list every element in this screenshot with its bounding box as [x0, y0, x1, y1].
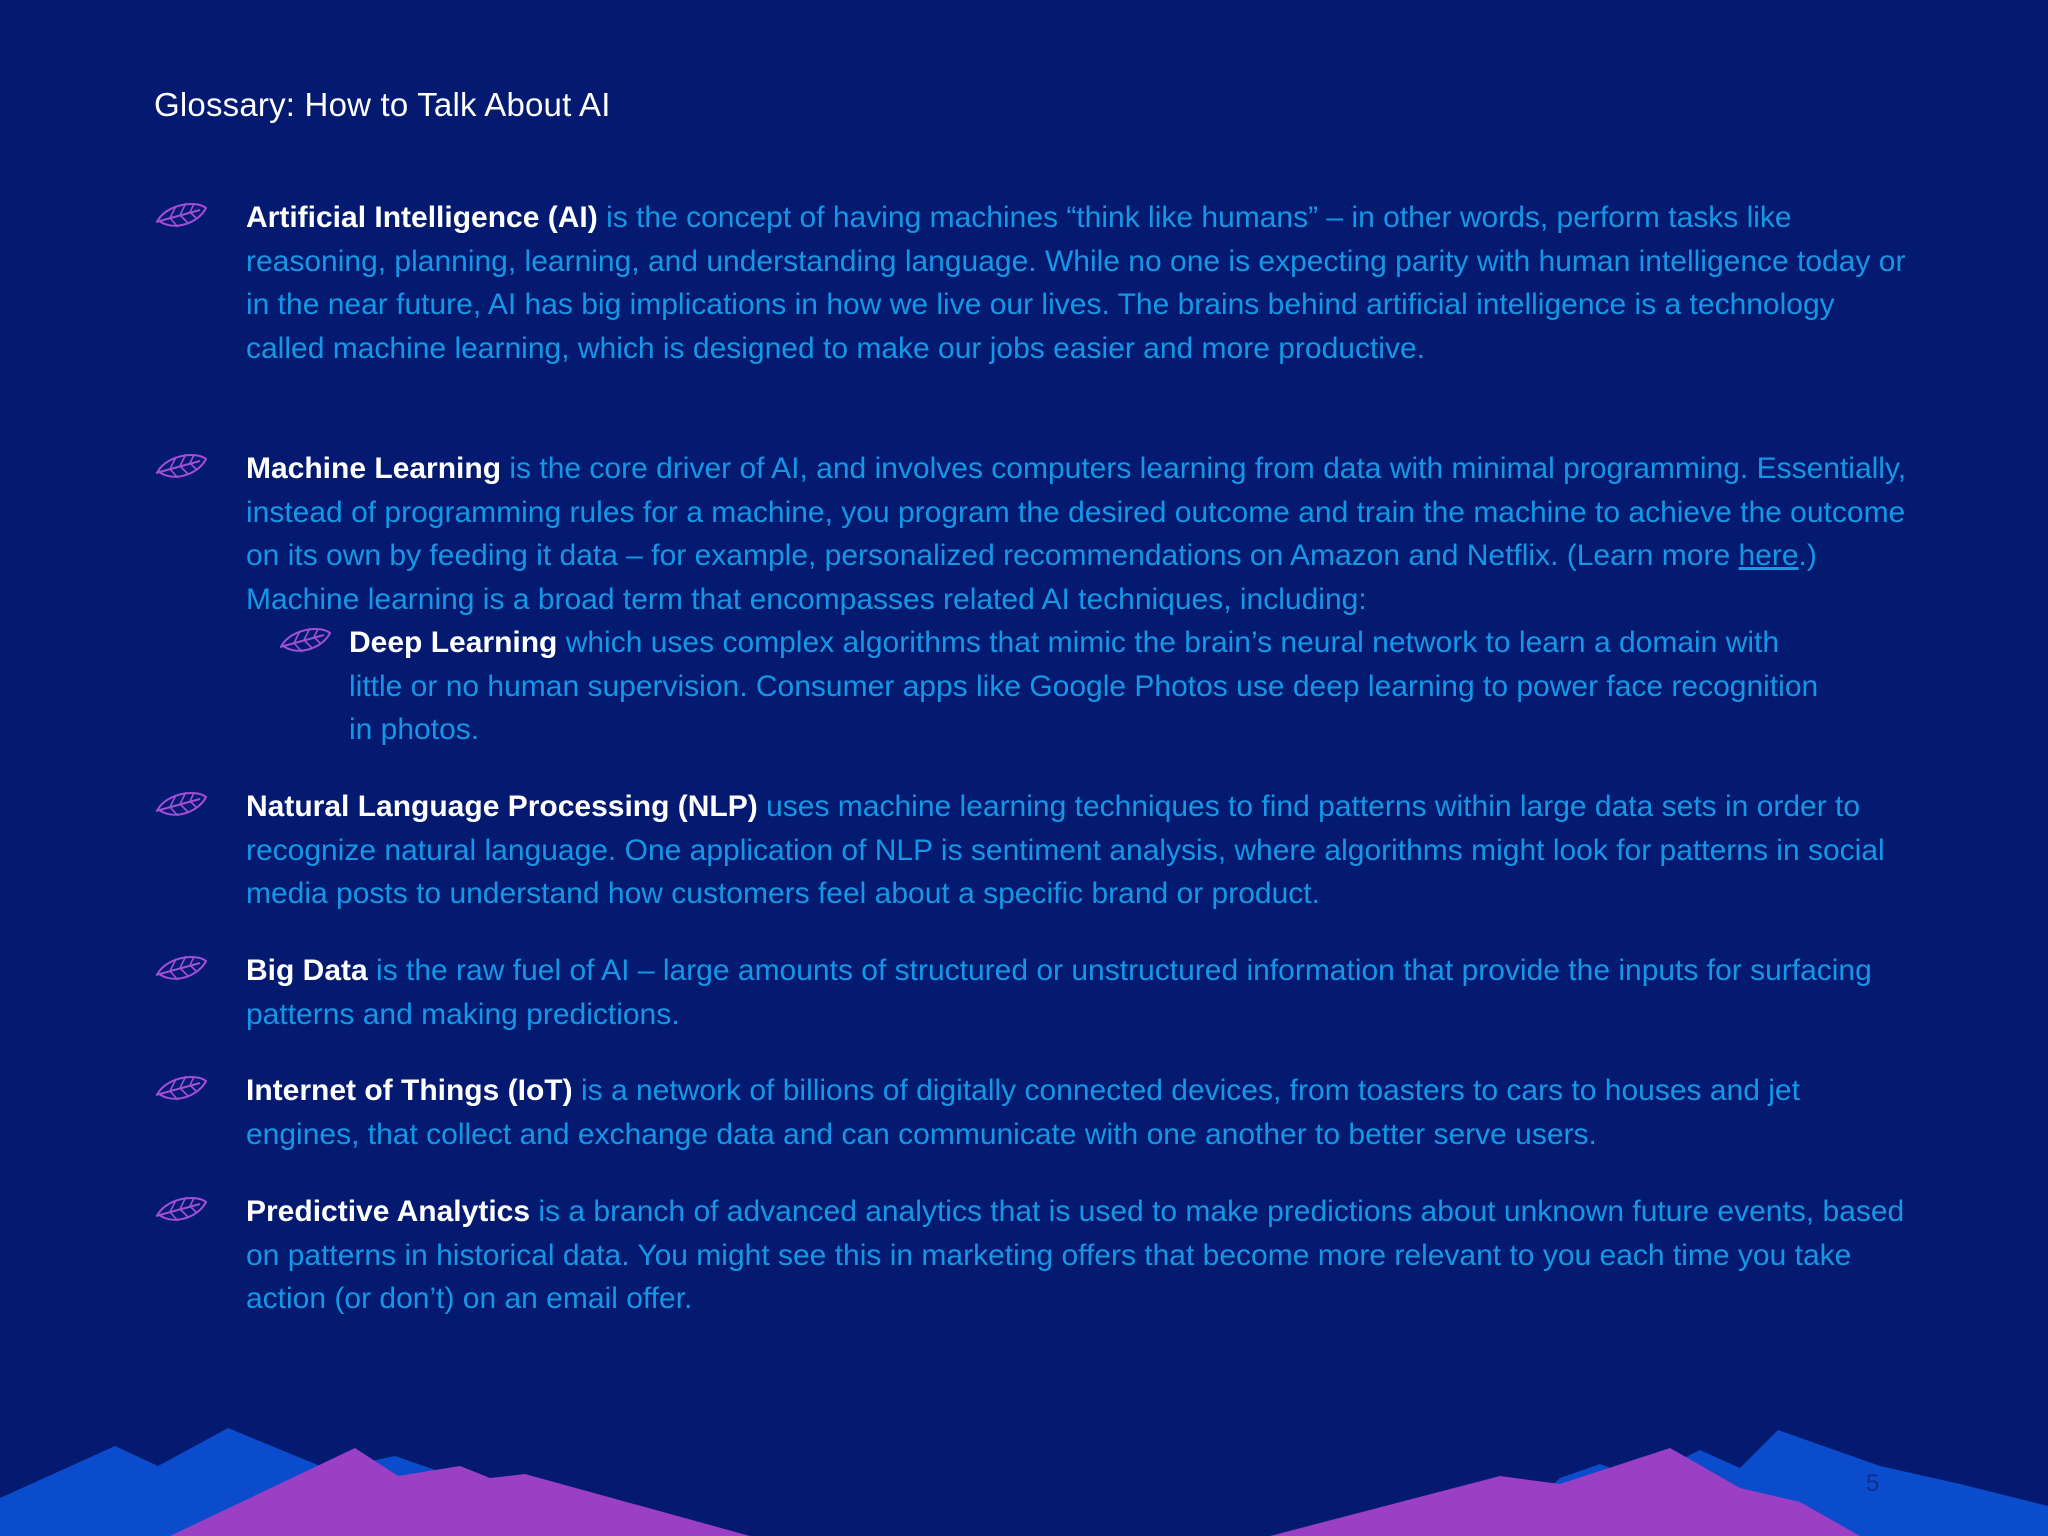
entry-text — [246, 447, 1914, 621]
glossary-subentry-deep-learning — [278, 621, 1838, 752]
glossary-entry-ai — [154, 196, 1914, 370]
entry-text — [246, 785, 1914, 916]
term-definition: is a network of billions of digitally connected devices, from toasters to cars to houses and jet engines, that collect and exchange data and can communicate with one another to better serve users. — [246, 1074, 1800, 1151]
leaf-icon — [154, 198, 210, 238]
term-definition: is the concept of having machines “think like humans” – in other words, perform tasks like reasoning, planning, learning, and understanding language. While no one is expecting parity with human intelligence today or in the near future, AI has big implications in how we live our lives. The brains behind artificial intelligence is a technology called machine learning, which is designed to make our jobs easier and more productive. — [246, 201, 1906, 365]
term-label: Predictive Analytics — [246, 1195, 531, 1228]
term-label: Natural Language Processing (NLP) — [246, 790, 758, 823]
term-label: Internet of Things (IoT) — [246, 1074, 573, 1107]
term-definition: which uses complex algorithms that mimic the brain’s neural network to learn a domain with little or no human supervision. Consumer apps like Google Photos use deep learning to power face recognition in photos. — [349, 626, 1819, 746]
glossary-entry-machine-learning — [154, 447, 1914, 752]
entry-text — [246, 1190, 1914, 1321]
glossary-entry-predictive-analytics — [154, 1190, 1914, 1321]
page-number: 5 — [1866, 1470, 1880, 1497]
glossary-entry-big-data — [154, 949, 1914, 1036]
leaf-icon — [154, 951, 210, 991]
leaf-icon — [154, 449, 210, 489]
term-definition: is the core driver of AI, and involves computers learning from data with minimal programming. Essentially, instead of programming rules for a machine, you program the desired outcome and train the machine to achieve the outcome on its own by feeding it data – for example, personalized recommendations on Amazon and Netflix. (Learn more — [246, 452, 1907, 572]
term-label: Big Data — [246, 954, 368, 987]
leaf-icon — [154, 787, 210, 827]
leaf-icon — [154, 1192, 210, 1232]
entry-text — [246, 196, 1914, 370]
leaf-icon — [154, 1071, 210, 1111]
term-label: Machine Learning — [246, 452, 502, 485]
entry-text — [246, 1069, 1914, 1156]
entry-text — [246, 949, 1914, 1036]
term-definition-continued: .) Machine learning is a broad term that encompasses related AI techniques, including: — [246, 539, 1817, 616]
leaf-icon — [278, 623, 334, 663]
subentry-text — [349, 621, 1838, 752]
page-title: Glossary: How to Talk About AI — [154, 86, 611, 123]
term-label: Deep Learning — [349, 626, 558, 659]
glossary-entry-nlp — [154, 785, 1914, 916]
glossary-entry-iot — [154, 1069, 1914, 1156]
term-label: Artificial Intelligence (AI) — [246, 201, 598, 234]
term-definition: uses machine learning techniques to find patterns within large data sets in order to recognize natural language. One application of NLP is sentiment analysis, where algorithms might look for patterns in social media posts to understand how customers feel about a specific brand or product. — [246, 790, 1885, 910]
term-definition: is the raw fuel of AI – large amounts of structured or unstructured information that provide the inputs for surfacing patterns and making predictions. — [246, 954, 1872, 1031]
learn-more-link[interactable]: here — [1738, 539, 1799, 572]
term-definition: is a branch of advanced analytics that is used to make predictions about unknown future events, based on patterns in historical data. You might see this in marketing offers that become more relevant to you each time you take action (or don’t) on an email offer. — [246, 1195, 1905, 1315]
mountain-illustration — [0, 1406, 2048, 1536]
